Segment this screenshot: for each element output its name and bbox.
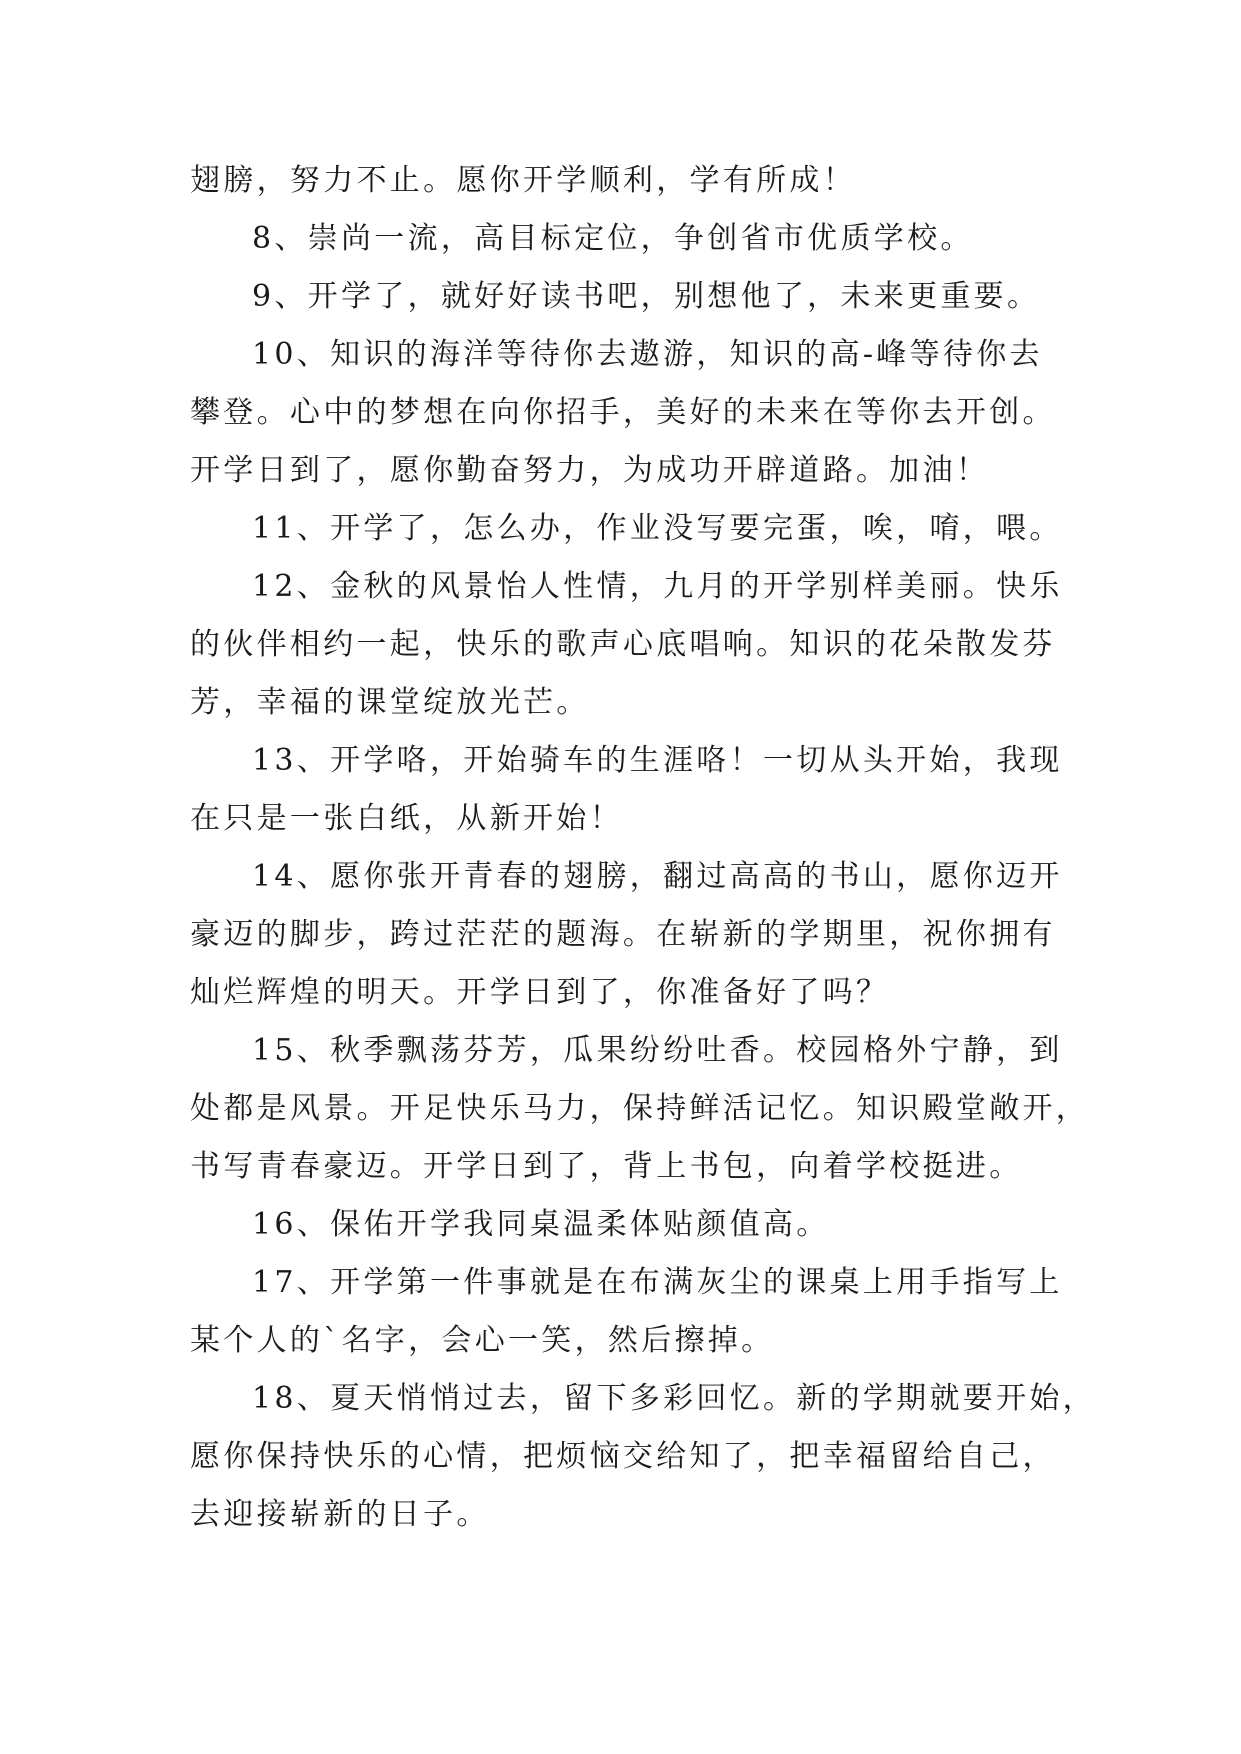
document-body (190, 152, 1096, 1544)
text-line: 某个人的`名字，会心一笑，然后擦掉。 (190, 1323, 775, 1358)
text-line: 在只是一张白纸，从新开始！ (190, 801, 623, 836)
text-line: 14、愿你张开青春的翅膀，翻过高高的书山，愿你迈开 (252, 859, 1063, 894)
text-line: 灿烂辉煌的明天。开学日到了，你准备好了吗？ (190, 975, 890, 1010)
paragraph-10 (190, 326, 1070, 500)
paragraph-18 (190, 1370, 1096, 1544)
text-line: 愿你保持快乐的心情，把烦恼交给知了，把幸福留给自己， (190, 1439, 1056, 1474)
paragraph-14 (190, 848, 1070, 1022)
paragraph-15 (190, 1022, 1090, 1196)
text-line: 16、保佑开学我同桌温柔体贴颜值高。 (252, 1207, 830, 1242)
paragraph-11 (190, 500, 1070, 558)
text-line: 8、崇尚一流，高目标定位，争创省市优质学校。 (252, 221, 974, 256)
paragraph-13 (190, 732, 1070, 848)
paragraph-12 (190, 558, 1070, 732)
text-line: 15、秋季飘荡芬芳，瓜果纷纷吐香。校园格外宁静，到 (252, 1033, 1063, 1068)
paragraph-16 (190, 1196, 1070, 1254)
text-line: 攀登。心中的梦想在向你招手，美好的未来在等你去开创。 (190, 395, 1056, 430)
text-line: 18、夏天悄悄过去，留下多彩回忆。新的学期就要开始， (252, 1381, 1096, 1416)
text-line: 17、开学第一件事就是在布满灰尘的课桌上用手指写上 (252, 1265, 1063, 1300)
text-line: 13、开学咯，开始骑车的生涯咯！一切从头开始，我现 (252, 743, 1063, 778)
paragraph-9 (190, 268, 1070, 326)
text-line: 去迎接崭新的日子。 (190, 1497, 490, 1532)
text-line: 的伙伴相约一起，快乐的歌声心底唱响。知识的花朵散发芬 (190, 627, 1056, 662)
paragraph-8 (190, 210, 1070, 268)
text-line: 处都是风景。开足快乐马力，保持鲜活记忆。知识殿堂敞开， (190, 1091, 1090, 1126)
text-line: 9、开学了，就好好读书吧，别想他了，未来更重要。 (252, 279, 1041, 314)
paragraph-17 (190, 1254, 1070, 1370)
text-line: 翅膀，努力不止。愿你开学顺利，学有所成！ (190, 163, 856, 198)
text-line: 豪迈的脚步，跨过茫茫的题海。在崭新的学期里，祝你拥有 (190, 917, 1056, 952)
text-line: 10、知识的海洋等待你去遨游，知识的高-峰等待你去 (252, 337, 1043, 372)
text-line: 12、金秋的风景怡人性情，九月的开学别样美丽。快乐 (252, 569, 1063, 604)
paragraph-7-tail (190, 152, 1070, 210)
text-line: 书写青春豪迈。开学日到了，背上书包，向着学校挺进。 (190, 1149, 1023, 1184)
text-line: 芳，幸福的课堂绽放光芒。 (190, 685, 590, 720)
text-line: 开学日到了，愿你勤奋努力，为成功开辟道路。加油！ (190, 453, 990, 488)
text-line: 11、开学了，怎么办，作业没写要完蛋，唉，唷，喂。 (252, 511, 1063, 546)
